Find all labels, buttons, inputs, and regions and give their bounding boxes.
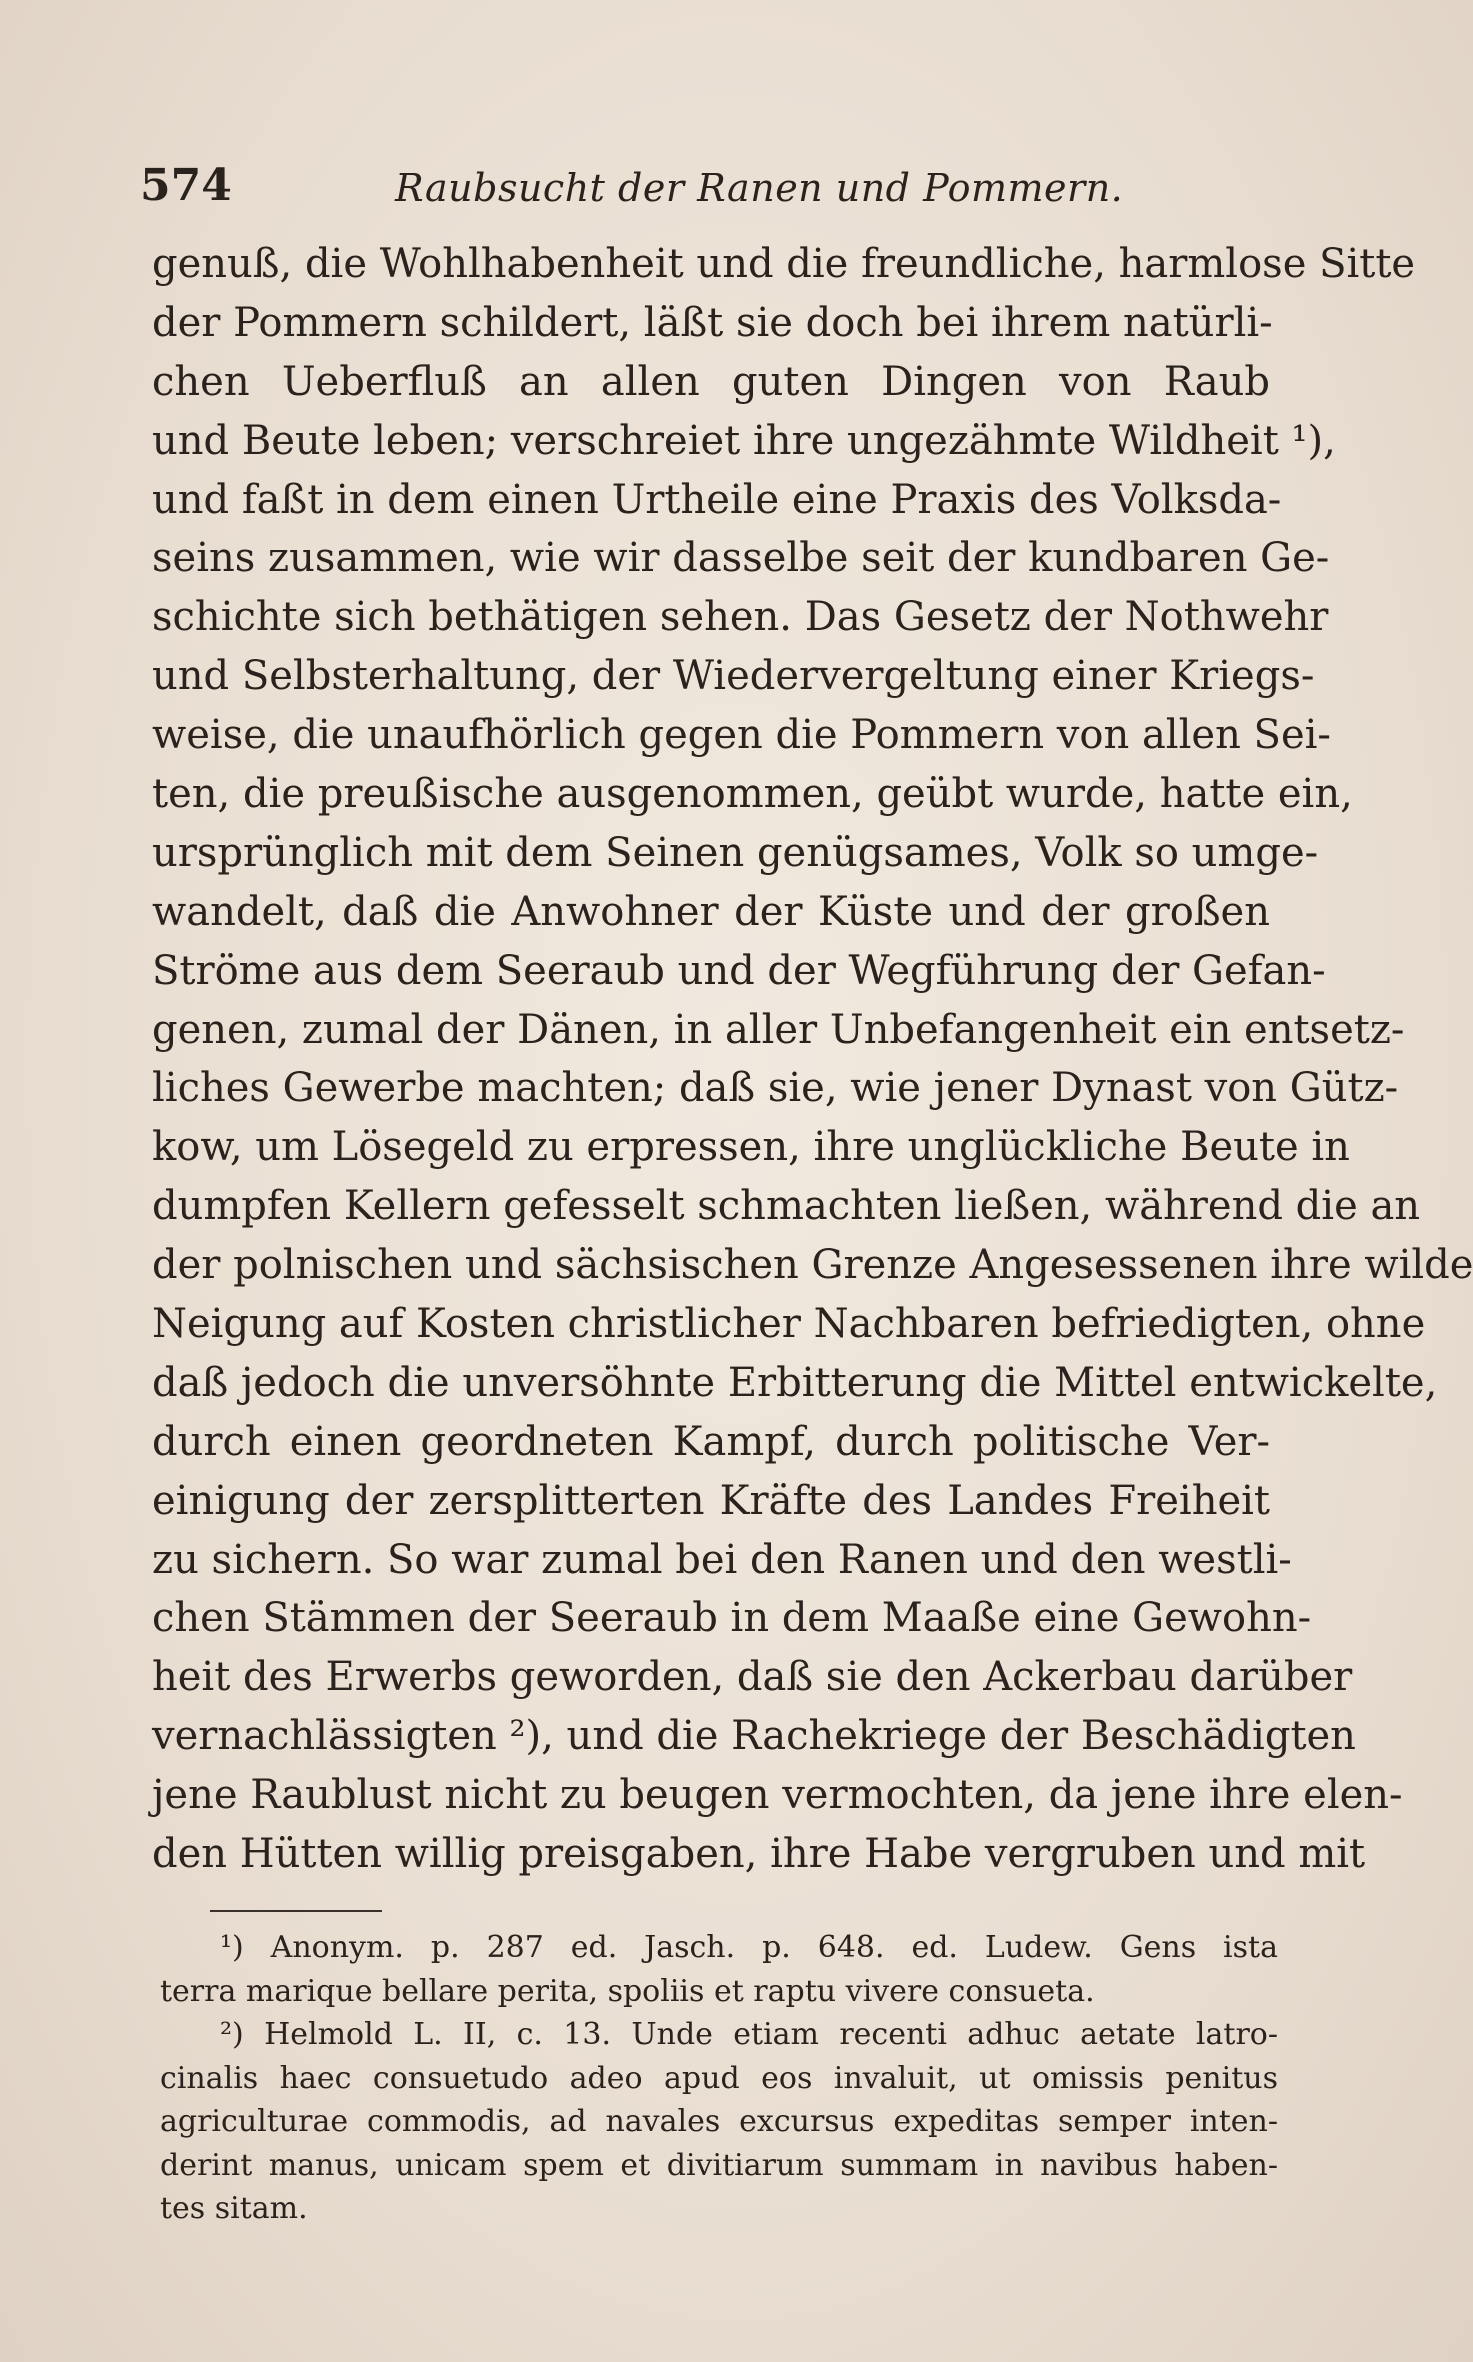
running-title: Raubsucht der Ranen und Pommern. [395, 166, 1124, 210]
text-line: chen Stämmen der Seeraub in dem Maaße eine Gewohn- [152, 1595, 1312, 1642]
text-line: chen Ueberfluß an allen guten Dingen von Raub [152, 358, 1270, 405]
text-line: der Pommern schildert, läßt sie doch bei ihrem natürli- [152, 299, 1273, 346]
text-line: heit des Erwerbs geworden, daß sie den Ackerbau darüber [152, 1654, 1353, 1701]
text-line: durch einen geordneten Kampf, durch politische Ver- [152, 1418, 1270, 1465]
text-line: seins zusammen, wie wir dasselbe seit der kundbaren Ge- [152, 535, 1330, 582]
page-header [140, 160, 1290, 220]
footnote-line: cinalis haec consuetudo adeo apud eos invaluit, ut omissis penitus [160, 2060, 1278, 2096]
text-line: jene Raublust nicht zu beugen vermochten, da jene ihre elen- [152, 1772, 1403, 1819]
footnote-line: agriculturae commodis, ad navales excursus expeditas semper inten- [160, 2104, 1278, 2139]
text-line: ten, die preußische ausgenommen, geübt wurde, hatte ein, [152, 771, 1353, 818]
footnotes [160, 1926, 1278, 2231]
text-line: der polnischen und sächsischen Grenze Angesessenen ihre wilde [152, 1242, 1473, 1289]
footnote-line: terra marique bellare perita, spoliis et raptu vivere consueta. [160, 1973, 1095, 2009]
text-line: wandelt, daß die Anwohner der Küste und der großen [152, 888, 1270, 935]
body-text [152, 235, 1473, 1884]
text-line: Ströme aus dem Seeraub und der Wegführung der Gefan- [152, 947, 1326, 994]
text-line: Neigung auf Kosten christlicher Nachbaren befriedigten, ohne [152, 1301, 1426, 1348]
footnote-line: tes sitam. [160, 2191, 308, 2226]
footnote-line: ¹) Anonym. p. 287 ed. Jasch. p. 648. ed. Ludew. Gens ista [220, 1930, 1278, 1965]
text-line: weise, die unaufhörlich gegen die Pommern von allen Sei- [152, 712, 1331, 759]
page-number: 574 [140, 160, 232, 211]
text-line: den Hütten willig preisgaben, ihre Habe vergruben und mit [152, 1831, 1366, 1878]
text-line: ursprünglich mit dem Seinen genügsames, Volk so umge- [152, 829, 1319, 876]
footnote-line: derint manus, unicam spem et divitiarum summam in navibus haben- [160, 2147, 1278, 2183]
text-line: und Beute leben; verschreiet ihre ungezähmte Wildheit ¹), [152, 417, 1336, 464]
text-line: vernachlässigten ²), und die Rachekriege der Beschädigten [152, 1713, 1356, 1760]
text-line: daß jedoch die unversöhnte Erbitterung die Mittel entwickelte, [152, 1359, 1438, 1406]
text-line: und faßt in dem einen Urtheile eine Praxis des Volksda- [152, 476, 1282, 523]
text-line: liches Gewerbe machten; daß sie, wie jener Dynast von Gütz- [152, 1065, 1399, 1112]
text-line: genuß, die Wohlhabenheit und die freundliche, harmlose Sitte [152, 241, 1416, 287]
text-line: und Selbsterhaltung, der Wiedervergeltung einer Kriegs- [152, 653, 1315, 700]
text-line: einigung der zersplitterten Kräfte des Landes Freiheit [152, 1477, 1270, 1524]
text-line: kow, um Lösegeld zu erpressen, ihre unglückliche Beute in [152, 1124, 1350, 1171]
text-line: zu sichern. So war zumal bei den Ranen und den westli- [152, 1536, 1292, 1583]
text-line: schichte sich bethätigen sehen. Das Gesetz der Nothwehr [152, 594, 1329, 641]
text-line: genen, zumal der Dänen, in aller Unbefangenheit ein entsetz- [152, 1006, 1405, 1053]
footnote-line: ²) Helmold L. II, c. 13. Unde etiam recenti adhuc aetate latro- [220, 2017, 1278, 2052]
footnote-divider [210, 1910, 382, 1912]
text-line: dumpfen Kellern gefesselt schmachten ließen, während die an [152, 1183, 1421, 1230]
